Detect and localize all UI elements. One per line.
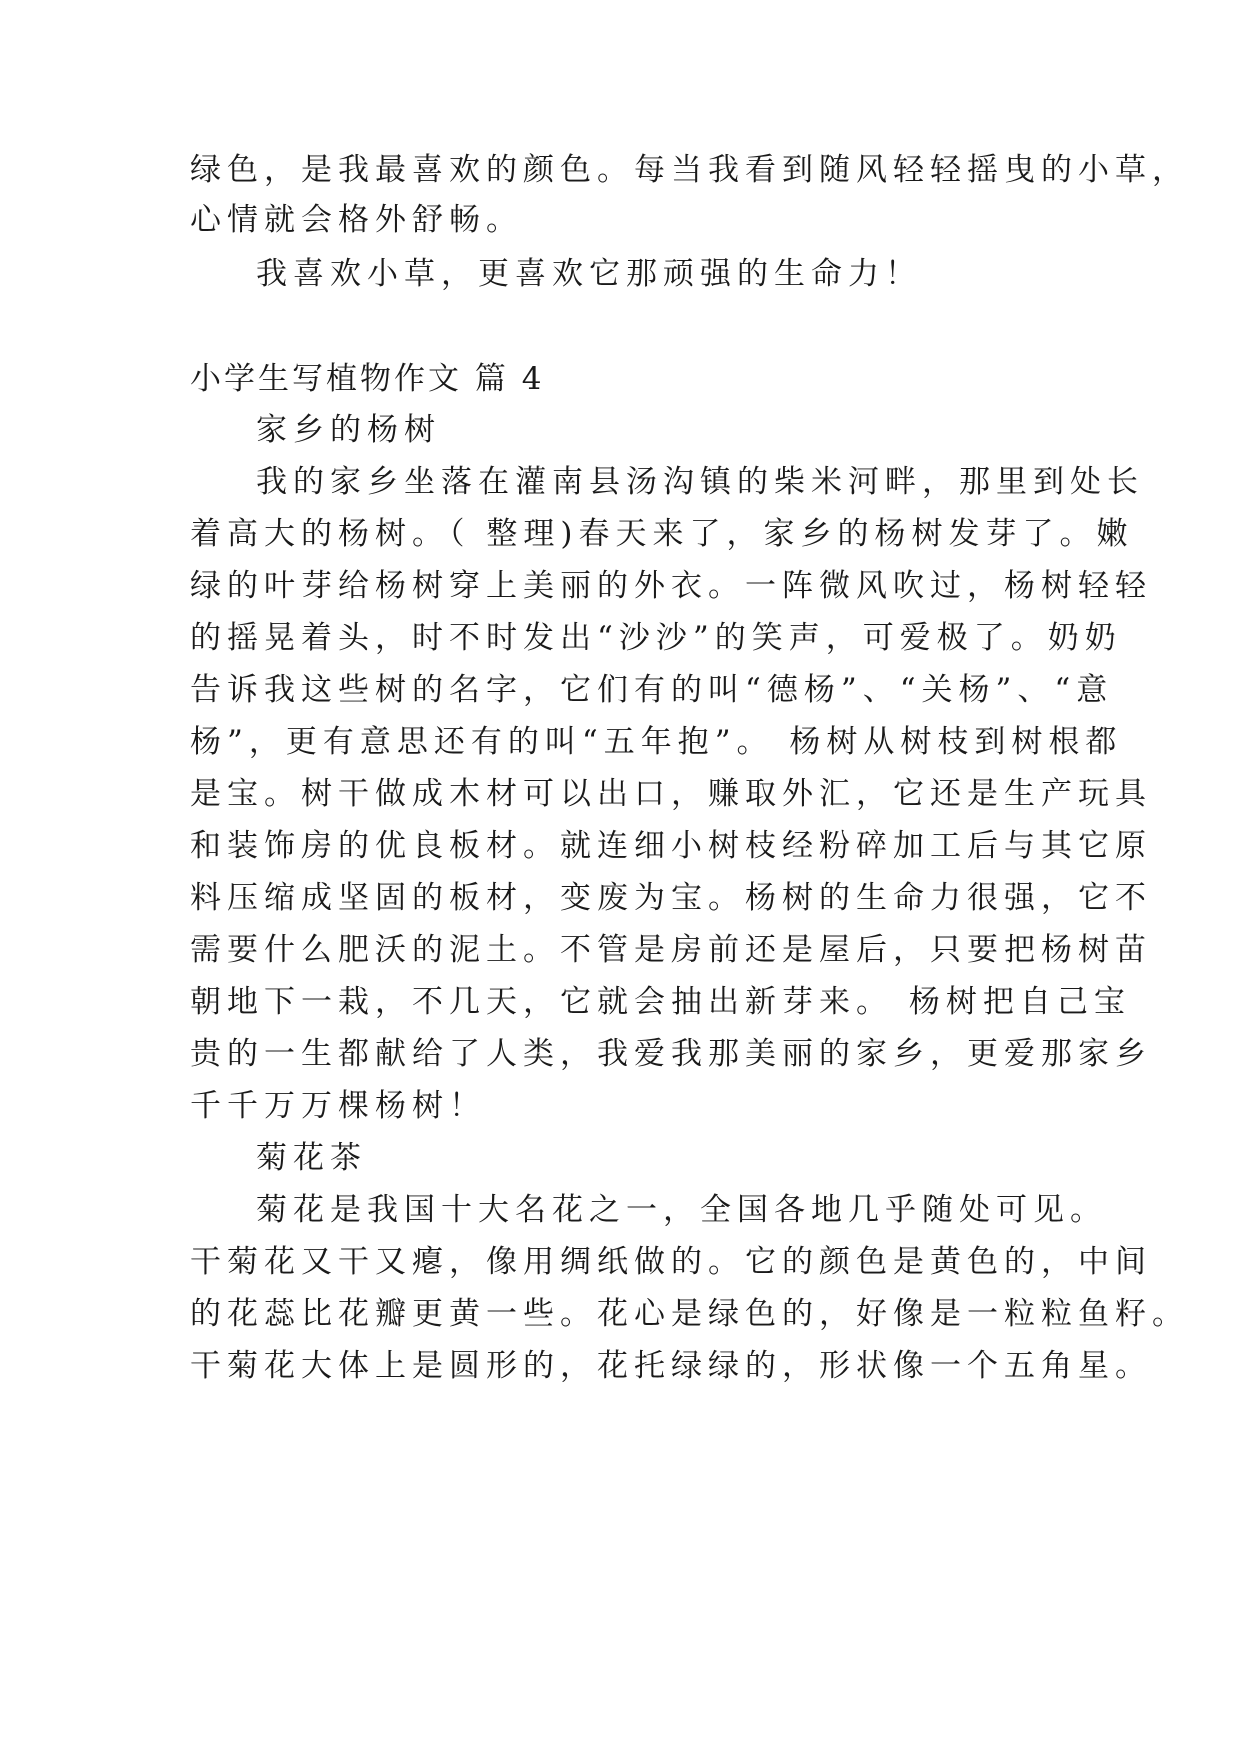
essay-1-line: 朝地下一栽，不几天，它就会抽出新芽来。 杨树把自己宝 bbox=[190, 984, 1131, 1020]
essay-1-line: 的摇晃着头，时不时发出“沙沙”的笑声，可爱极了。奶奶 bbox=[190, 620, 1122, 656]
intro-closing: 我喜欢小草，更喜欢它那顽强的生命力！ bbox=[256, 256, 922, 292]
intro-line-1: 绿色，是我最喜欢的颜色。每当我看到随风轻轻摇曳的小草， bbox=[190, 152, 1189, 188]
essay-1-line: 和装饰房的优良板材。就连细小树枝经粉碎加工后与其它原 bbox=[190, 828, 1152, 864]
essay-1-line: 着高大的杨树。（ 整理)春天来了，家乡的杨树发芽了。嫩 bbox=[190, 516, 1134, 552]
essay-1-line: 千千万万棵杨树！ bbox=[190, 1088, 486, 1124]
essay-1-line: 我的家乡坐落在灌南县汤沟镇的柴米河畔，那里到处长 bbox=[256, 464, 1144, 500]
essay-1-line: 绿的叶芽给杨树穿上美丽的外衣。一阵微风吹过，杨树轻轻 bbox=[190, 568, 1152, 604]
section-heading: 小学生写植物作文 篇 4 bbox=[190, 361, 545, 397]
essay-2-line: 干菊花又干又瘪，像用绸纸做的。它的颜色是黄色的，中间 bbox=[190, 1244, 1152, 1280]
essay-1-line: 告诉我这些树的名字，它们有的叫“德杨”、“关杨”、“意 bbox=[190, 672, 1114, 708]
essay-1-line: 是宝。树干做成木材可以出口，赚取外汇，它还是生产玩具 bbox=[190, 776, 1152, 812]
essay-1-line: 需要什么肥沃的泥土。不管是房前还是屋后，只要把杨树苗 bbox=[190, 932, 1152, 968]
essay-1-line: 料压缩成坚固的板材，变废为宝。杨树的生命力很强，它不 bbox=[190, 880, 1152, 916]
essay-1-title: 家乡的杨树 bbox=[256, 412, 441, 448]
essay-1-line: 贵的一生都献给了人类，我爱我那美丽的家乡，更爱那家乡 bbox=[190, 1036, 1152, 1072]
essay-2-line: 干菊花大体上是圆形的，花托绿绿的，形状像一个五角星。 bbox=[190, 1348, 1152, 1384]
essay-1-line: 杨”，更有意思还有的叫“五年抱”。 杨树从树枝到树根都 bbox=[190, 724, 1123, 760]
essay-2-line: 菊花是我国十大名花之一，全国各地几乎随处可见。 bbox=[256, 1192, 1107, 1228]
essay-2-title: 菊花茶 bbox=[256, 1140, 367, 1176]
essay-2-line: 的花蕊比花瓣更黄一些。花心是绿色的，好像是一粒粒鱼籽。 bbox=[190, 1296, 1189, 1332]
intro-line-2: 心情就会格外舒畅。 bbox=[190, 202, 523, 238]
